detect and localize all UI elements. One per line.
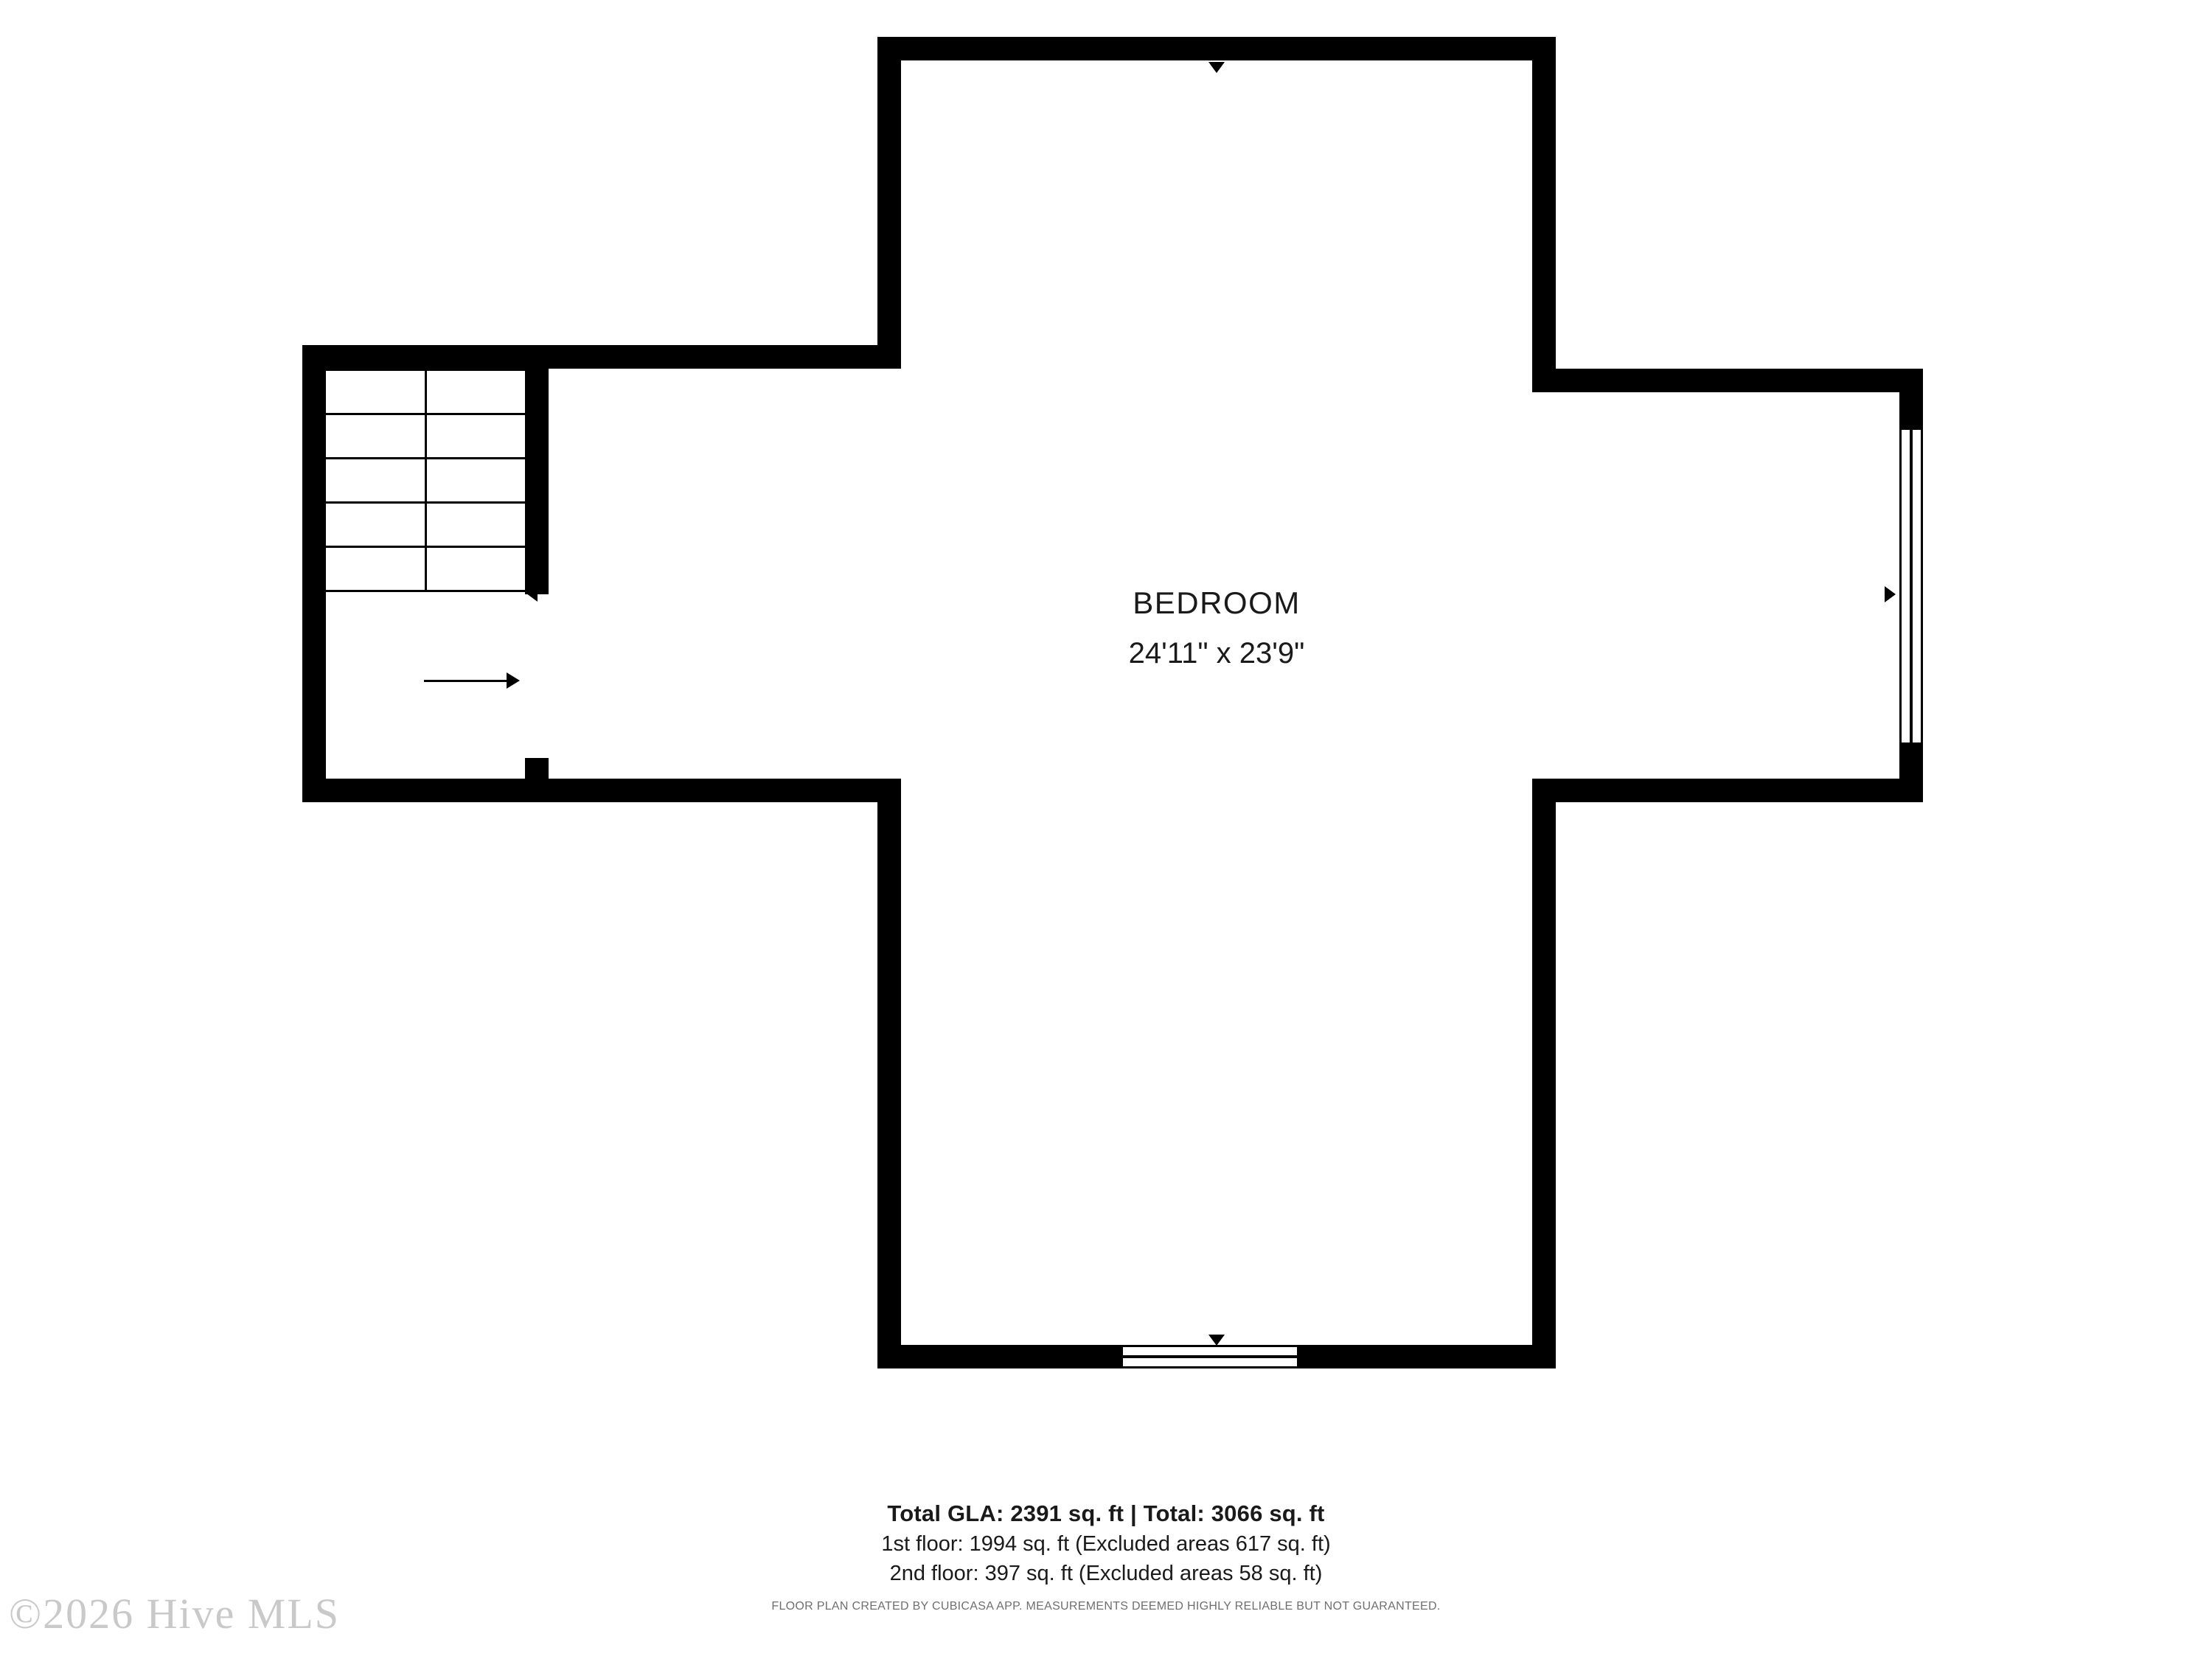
wall-upper-arm-left xyxy=(877,37,901,347)
window-bottom-mullion xyxy=(1121,1355,1299,1358)
wall-stair-partition-upper xyxy=(525,345,549,594)
stairs xyxy=(326,369,525,594)
room-label-bedroom xyxy=(914,582,1519,673)
door-marker-right-icon xyxy=(1885,586,1896,602)
wall-stair-partition-lower xyxy=(525,758,549,802)
wall-right-arm-top xyxy=(1532,369,1923,392)
wall-lower-arm-right xyxy=(1532,779,1556,1368)
door-marker-stairs-icon xyxy=(526,585,538,602)
footer-total-gla: Total GLA: 2391 sq. ft | Total: 3066 sq. ft xyxy=(887,1500,1325,1526)
watermark-copyright: ©2026 Hive MLS xyxy=(9,1590,341,1638)
wall-left-outer xyxy=(302,345,326,802)
wall-top xyxy=(877,37,1556,60)
footer-disclaimer: FLOOR PLAN CREATED BY CUBICASA APP. MEASUREMENTS DEEMED HIGHLY RELIABLE BUT NOT GUARANTEED. xyxy=(771,1600,1441,1613)
wall-left-arm-top xyxy=(302,345,901,369)
wall-right-outer-upper xyxy=(1899,369,1923,428)
door-marker-bottom-icon xyxy=(1208,1335,1225,1346)
wall-bottom-left xyxy=(877,1345,1121,1368)
room-dimensions: 24'11" x 23'9" xyxy=(1128,636,1305,669)
footer-second-floor: 2nd floor: 397 sq. ft (Excluded areas 58 sq. ft) xyxy=(889,1562,1323,1585)
stair-stringer-line xyxy=(425,369,427,592)
wall-lower-arm-left xyxy=(877,779,901,1368)
room-name: BEDROOM xyxy=(1133,585,1301,620)
stair-direction-arrow-line xyxy=(424,680,507,682)
wall-upper-arm-right xyxy=(1532,37,1556,378)
wall-left-arm-bottom xyxy=(302,779,901,802)
wall-right-arm-bottom xyxy=(1532,779,1923,802)
window-right-mullion xyxy=(1910,428,1913,745)
footer-first-floor: 1st floor: 1994 sq. ft (Excluded areas 617 sq. ft) xyxy=(881,1532,1331,1556)
stair-direction-arrow-head xyxy=(507,672,520,689)
door-marker-top-icon xyxy=(1208,62,1225,73)
door-opening-stairs xyxy=(525,594,549,758)
wall-bottom-right xyxy=(1299,1345,1556,1368)
